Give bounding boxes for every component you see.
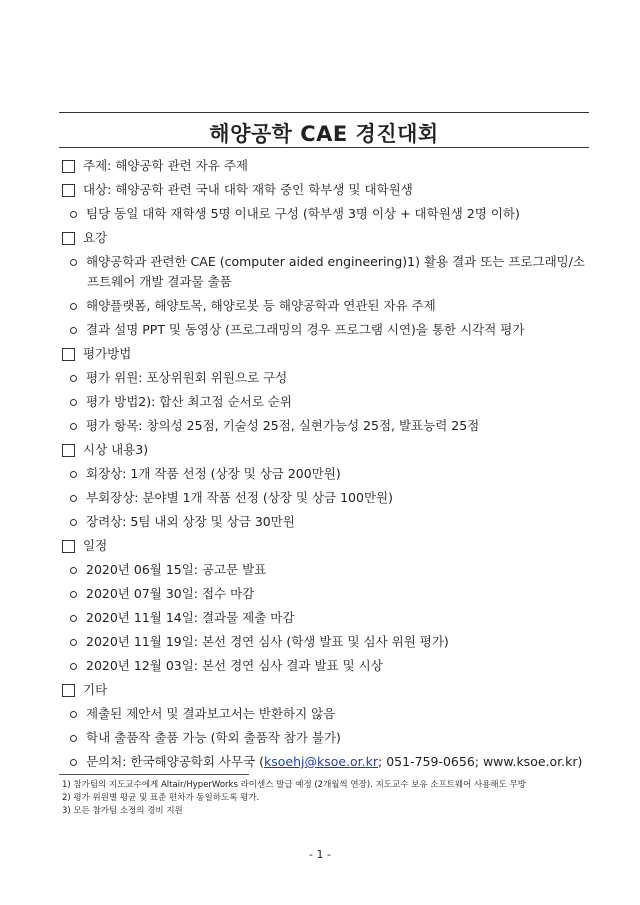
circle-bullet-icon [70,495,77,502]
section-heading: 요강 [83,230,108,245]
circle-bullet-icon [70,375,77,382]
circle-bullet-icon [70,211,77,218]
square-bullet-icon [62,232,75,245]
list-item: 결과 설명 PPT 및 동영상 (프로그래밍의 경우 프로그램 시연)을 통한 시각적 평가 [62,321,592,339]
list-item: 팀당 동일 대학 재학생 5명 이내로 구성 (학부생 3명 이상 + 대학원생 2명 이하) [62,205,592,223]
section-heading: 일정 [83,538,108,553]
title-top-rule [59,112,589,113]
section-heading: 시상 내용3) [83,442,149,457]
footnote-3: 3) 모든 참가팀 소정의 경비 지원 [62,806,183,816]
list-item: 2020년 11월 19일: 본선 경연 심사 (학생 발표 및 심사 위원 평가) [62,633,592,651]
circle-bullet-icon [70,735,77,742]
section-heading: 평가방법 [83,346,132,361]
document-body [62,157,592,777]
circle-bullet-icon [70,567,77,574]
list-item: 2020년 06월 15일: 공고문 발표 [62,561,592,579]
circle-bullet-icon [70,759,77,766]
square-bullet-icon [62,160,75,173]
circle-bullet-icon [70,399,77,406]
section-guidelines [62,229,592,247]
footnote-2: 2) 평가 위원별 평균 및 표준 편차가 동일하도록 평가. [62,793,260,803]
section-awards [62,441,592,459]
section-heading: 대상: 해양공학 관련 국내 대학 재학 중인 학부생 및 대학원생 [83,182,413,197]
circle-bullet-icon [70,663,77,670]
section-topic [62,157,592,175]
circle-bullet-icon [70,303,77,310]
page-number: - 1 - [309,848,331,861]
contact-prefix: 문의처: 한국해양공학회 사무국 ( [86,754,264,769]
list-item: 해양공학과 관련한 CAE (computer aided engineering)1) 활용 결과 또는 프로그래밍/소 [62,253,592,271]
list-item-continuation: 프트웨어 개발 결과물 출품 [87,274,232,289]
section-schedule [62,537,592,555]
section-heading: 주제: 해양공학 관련 자유 주제 [83,158,249,173]
list-item: 장려상: 5팀 내외 상장 및 상금 30만원 [62,513,592,531]
section-eligibility [62,181,592,199]
list-item: 평가 위원: 포상위원회 위원으로 구성 [62,369,592,387]
circle-bullet-icon [70,259,77,266]
footnote-1: 1) 참가팀의 지도교수에게 Altair/HyperWorks 라이센스 발급 예정 (2개월씩 연장). 지도교수 보유 소프트웨어 사용해도 무방 [62,780,526,790]
contact-email-link[interactable]: ksoehj@ksoe.or.kr [263,754,379,769]
circle-bullet-icon [70,615,77,622]
list-item: 2020년 12월 03일: 본선 경연 심사 결과 발표 및 시상 [62,657,592,675]
list-item: 해양플랫폼, 해양토목, 해양로봇 등 해양공학과 연관된 자유 주제 [62,297,592,315]
square-bullet-icon [62,348,75,361]
section-misc [62,681,592,699]
footnotes [62,779,592,818]
square-bullet-icon [62,184,75,197]
list-item: 학내 출품작 출품 가능 (학외 출품작 참가 불가) [62,729,592,747]
circle-bullet-icon [70,471,77,478]
circle-bullet-icon [70,711,77,718]
circle-bullet-icon [70,639,77,646]
section-evaluation [62,345,592,363]
list-item: 2020년 11월 14일: 결과물 제출 마감 [62,609,592,627]
list-item: 2020년 07월 30일: 접수 마감 [62,585,592,603]
list-item: 부회장상: 분야별 1개 작품 선정 (상장 및 상금 100만원) [62,489,592,507]
square-bullet-icon [62,684,75,697]
section-heading: 기타 [83,682,108,697]
circle-bullet-icon [70,423,77,430]
circle-bullet-icon [70,591,77,598]
list-item: 평가 항목: 창의성 25점, 기술성 25점, 실현가능성 25점, 발표능력 25점 [62,417,592,435]
list-item: 제출된 제안서 및 결과보고서는 반환하지 않음 [62,705,592,723]
circle-bullet-icon [70,327,77,334]
contact-item [62,753,592,771]
document-title: 해양공학 CAE 경진대회 [209,122,439,146]
square-bullet-icon [62,540,75,553]
title-bottom-rule [59,147,589,148]
square-bullet-icon [62,444,75,457]
list-item: 회장상: 1개 작품 선정 (상장 및 상금 200만원) [62,465,592,483]
footnote-divider [59,774,249,775]
circle-bullet-icon [70,519,77,526]
list-item: 평가 방법2): 합산 최고점 순서로 순위 [62,393,592,411]
contact-suffix: ; 051-759-0656; www.ksoe.or.kr) [378,754,583,769]
